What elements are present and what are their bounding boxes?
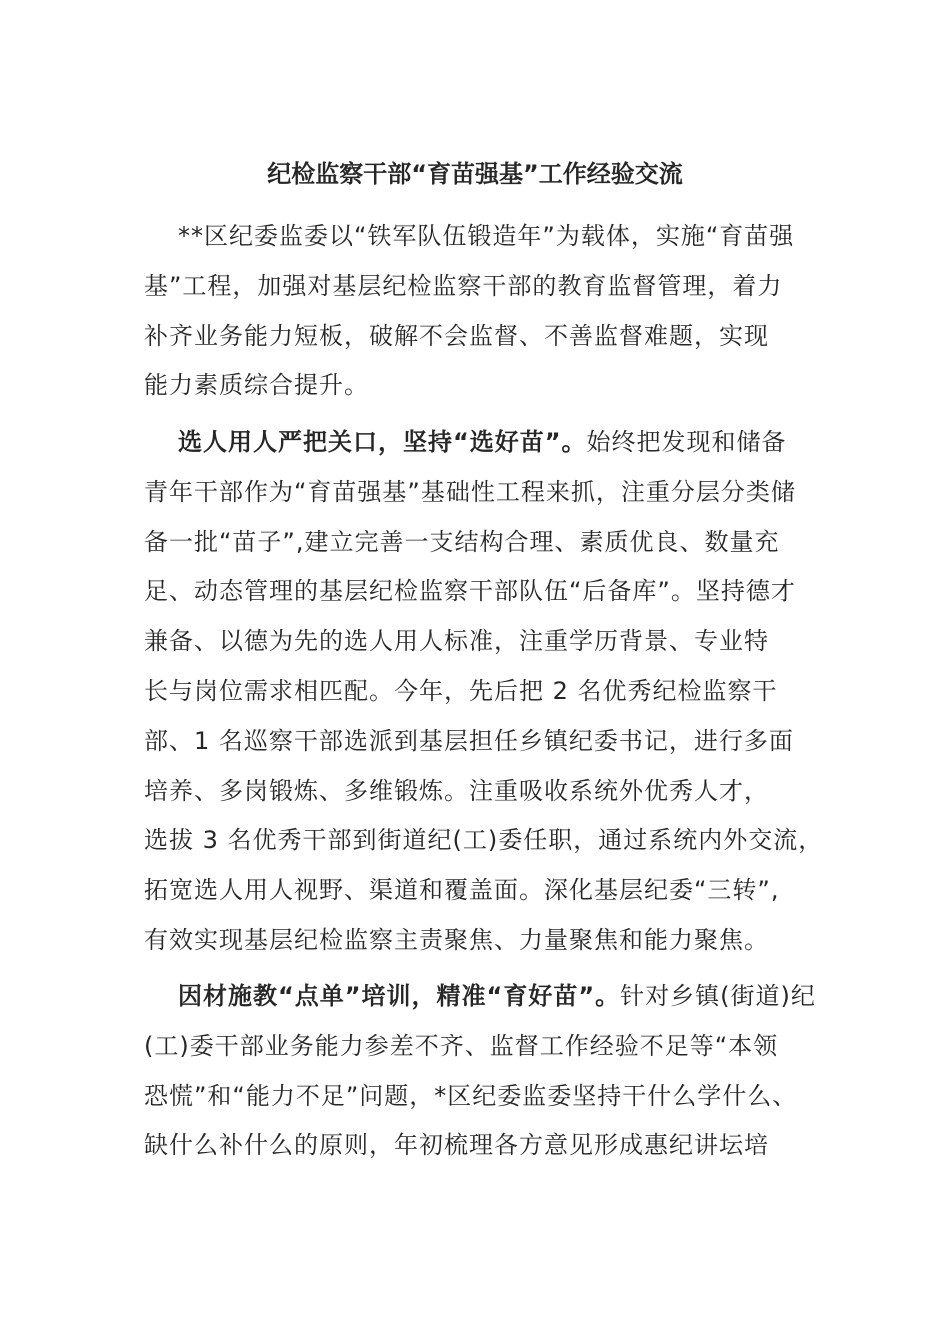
paragraph-line: 备一批“苗子”,建立完善一支结构合理、素质优良、数量充 xyxy=(144,527,780,556)
paragraph-line: 缺什么补什么的原则，年初梳理各方意见形成惠纪讲坛培 xyxy=(144,1131,769,1160)
paragraph-line: 青年干部作为“育苗强基”基础性工程来抓，注重分层分类储 xyxy=(144,477,796,506)
paragraph-line-text: 始终把发现和储备 xyxy=(586,428,787,456)
paragraph-line: 基”工程，加强对基层纪检监察干部的教育监督管理，着力 xyxy=(144,271,783,300)
paragraph-line-text: 针对乡镇(街道)纪 xyxy=(620,982,816,1010)
paragraph-line: 培养、多岗锻炼、多维锻炼。注重吸收系统外优秀人才， xyxy=(144,776,769,805)
section-heading: 选人用人严把关口，坚持“选好苗”。 xyxy=(178,428,587,456)
paragraph-first-line xyxy=(144,418,844,468)
paragraph-line: **区纪委监委以“铁军队伍锻造年”为载体，实施“育苗强 xyxy=(178,222,795,250)
paragraph-line: 足、动态管理的基层纪检监察干部队伍“后备库”。坚持德才 xyxy=(144,577,796,606)
paragraph-line: 有效实现基层纪检监察主责聚焦、力量聚焦和能力聚焦。 xyxy=(144,925,769,954)
section-heading: 因材施教“点单”培训，精准“育好苗”。 xyxy=(178,982,621,1010)
paragraph-line: 部、1 名巡察干部选派到基层担任乡镇纪委书记，进行多面 xyxy=(144,726,794,755)
paragraph-line: 拓宽选人用人视野、渠道和覆盖面。深化基层纪委“三转”, xyxy=(144,876,780,905)
paragraph-training xyxy=(144,972,844,1171)
paragraph-line: (工)委干部业务能力参差不齐、监督工作经验不足等“本领 xyxy=(144,1031,779,1060)
paragraph-line: 兼备、以德为先的选人用人标准，注重学历背景、专业特 xyxy=(144,627,769,656)
paragraph-line: 选拔 3 名优秀干部到街道纪(工)委任职，通过系统内外交流， xyxy=(144,826,824,855)
paragraph-intro xyxy=(144,212,844,411)
paragraph-line: 补齐业务能力短板，破解不会监督、不善监督难题，实现 xyxy=(144,321,769,350)
paragraph-line: 长与岗位需求相匹配。今年，先后把 2 名优秀纪检监察干 xyxy=(144,676,778,705)
paragraph-selection xyxy=(144,418,844,966)
paragraph-first-line xyxy=(144,972,844,1022)
document-title: 纪检监察干部“育苗强基”工作经验交流 xyxy=(267,160,683,188)
paragraph-line: 能力素质综合提升。 xyxy=(144,371,369,400)
paragraph-line: 恐慌”和“能力不足”问题，*区纪委监委坚持干什么学什么、 xyxy=(144,1081,798,1110)
